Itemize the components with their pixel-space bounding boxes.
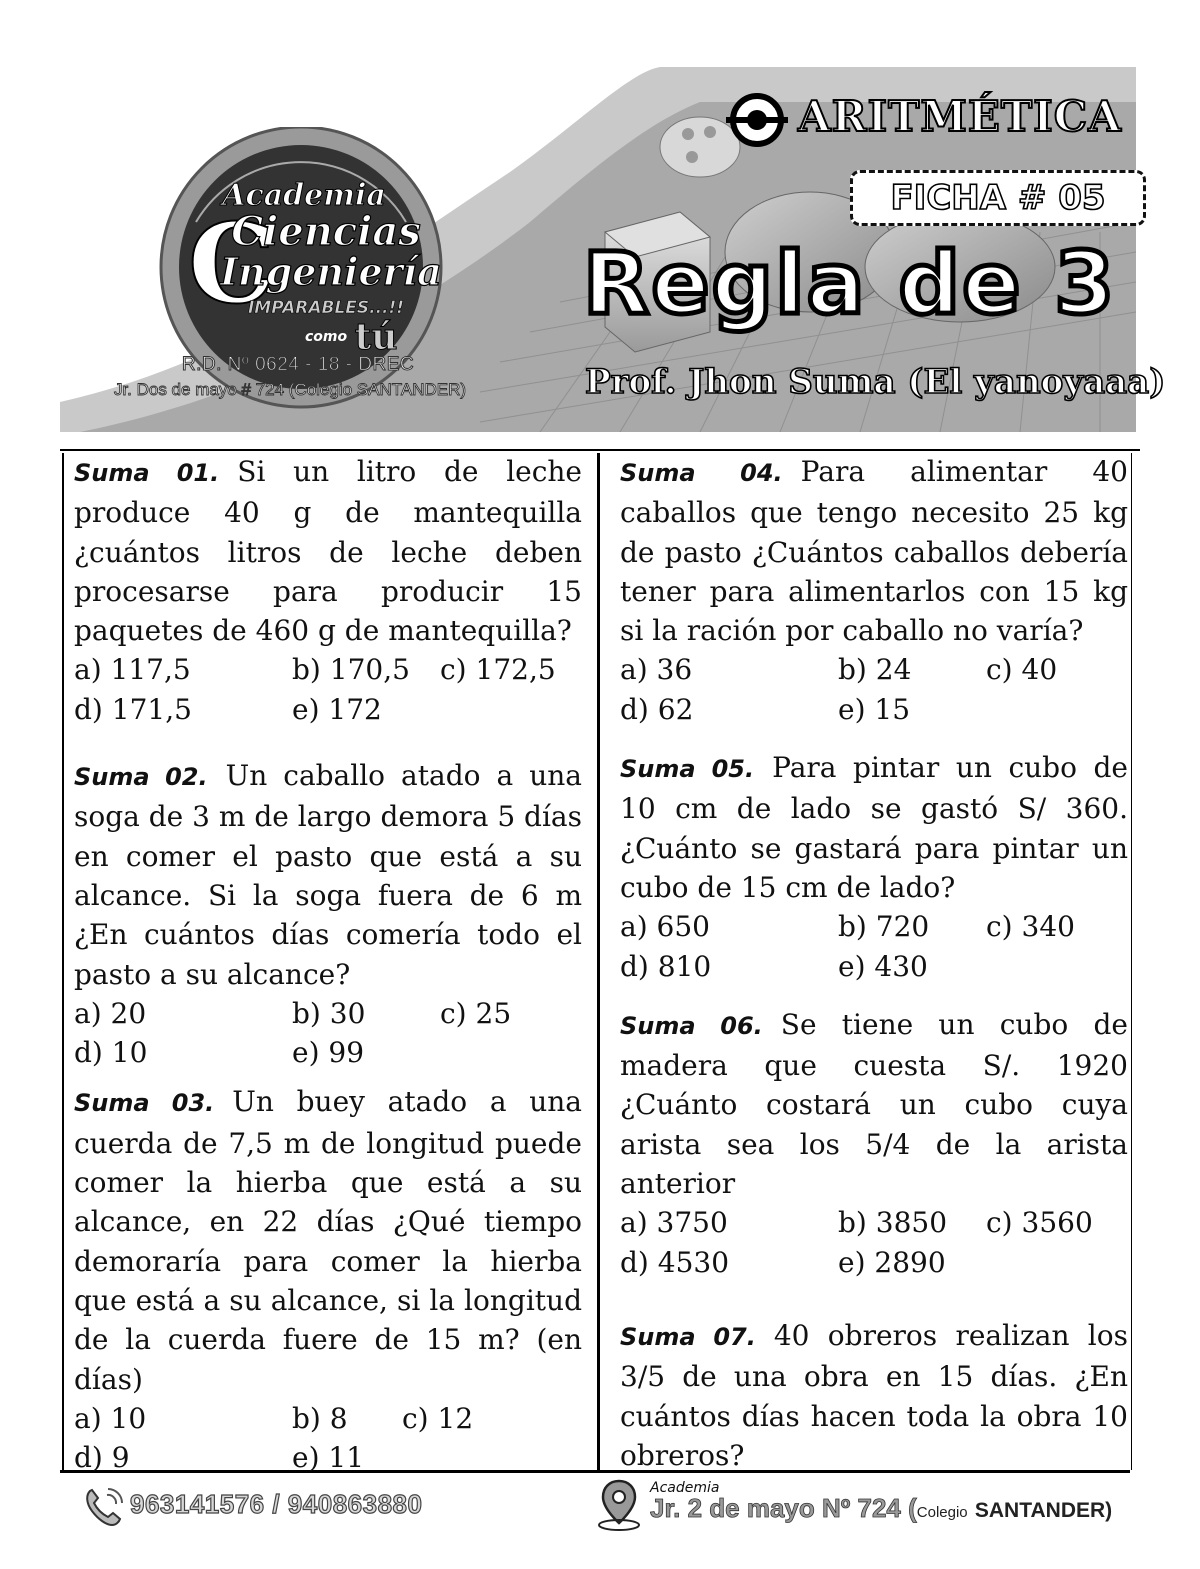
- ficha-badge: FICHA # 05: [850, 170, 1146, 226]
- right-column: [620, 452, 1128, 1475]
- svg-text:Ingeniería: Ingeniería: [220, 249, 442, 294]
- option-b: b) 720: [838, 910, 930, 944]
- problem-label: Suma 02.: [74, 763, 208, 792]
- option-a: a) 650: [620, 910, 710, 944]
- problem-text: Se tiene un cubo de madera que cuesta S/. 1920 ¿Cuánto costará un cubo cuya arista sea los 5/4 de la arista anterior: [620, 1007, 1128, 1201]
- option-b: b) 24: [838, 653, 912, 687]
- left-column: [74, 452, 582, 1477]
- problem-text: Si un litro de leche produce 40 g de mantequilla ¿cuántos litros de leche deben procesarse para producir 15 paquetes de 460 g de mantequilla?: [74, 455, 583, 648]
- option-b: b) 30: [292, 996, 366, 1030]
- page-title: Regla de 3: [583, 234, 1117, 334]
- problem-02: [74, 756, 582, 1072]
- svg-text:como: como: [304, 329, 348, 345]
- answer-options: [74, 1399, 582, 1478]
- problem-01: [74, 452, 582, 729]
- footer-address: [650, 1493, 1112, 1524]
- problem-label: Suma 05.: [620, 755, 755, 784]
- phone-numbers: 963141576 / 940863880: [130, 1489, 423, 1519]
- column-divider: [597, 453, 600, 1471]
- option-c: c) 40: [986, 653, 1058, 687]
- option-b: b) 8: [292, 1401, 348, 1435]
- top-rule: [60, 449, 1140, 451]
- problem-03: [74, 1082, 582, 1477]
- option-a: a) 3750: [620, 1206, 728, 1240]
- problem-label: Suma 04.: [620, 459, 783, 487]
- option-e: e) 172: [292, 692, 382, 726]
- option-d: d) 810: [620, 949, 712, 983]
- problem-text: Para alimentar 40 caballos que tengo necesito 25 kg de pasto ¿Cuántos caballos debería tener para alimentarlos con 15 kg si la ración por caballo no varía?: [620, 455, 1128, 648]
- option-e: e) 11: [292, 1441, 365, 1475]
- option-a: a) 20: [74, 996, 147, 1030]
- problem-06: [620, 1005, 1128, 1282]
- professor-name: Prof. Jhon Suma (El yanoyaaa): [585, 362, 1166, 402]
- option-b: b) 170,5: [292, 653, 410, 687]
- option-c: c) 340: [986, 910, 1075, 944]
- option-e: e) 15: [838, 692, 911, 726]
- header-address: Jr. Dos de mayo # 724 (Colegio SANTANDER): [113, 380, 467, 399]
- problem-text: 40 obreros realizan los 3/5 de una obra en 15 días. ¿En cuántos días hacen toda la obra 10 obreros?: [620, 1318, 1128, 1472]
- option-c: c) 12: [402, 1401, 474, 1435]
- answer-options: [620, 650, 1128, 729]
- right-border: [1131, 453, 1132, 1470]
- header-banner: [60, 62, 1166, 432]
- location-pin-icon: [594, 1479, 644, 1531]
- target-icon: [722, 92, 792, 148]
- footer: [0, 1475, 1200, 1569]
- answer-options: [74, 650, 582, 729]
- footer-address-santander: SANTANDER): [974, 1499, 1113, 1522]
- answer-options: [620, 1203, 1128, 1282]
- option-b: b) 3850: [838, 1206, 948, 1240]
- svg-text:C: C: [188, 199, 276, 328]
- problem-text: Para pintar un cubo de 10 cm de lado se gastó S/ 360. ¿Cuánto se gastará para pintar un cubo de 15 cm de lado?: [620, 751, 1128, 904]
- left-border: [62, 453, 64, 1470]
- academia-logo: [136, 127, 466, 457]
- problem-04: [620, 452, 1128, 729]
- option-c: c) 3560: [986, 1206, 1093, 1240]
- svg-text:tú: tú: [354, 316, 398, 358]
- registration-number: R.D. Nº 0624 - 18 - DREC: [181, 354, 415, 375]
- subject-title: ARITMÉTICA: [798, 92, 1122, 141]
- svg-text:Academia: Academia: [222, 178, 386, 213]
- footer-academia: Academia: [650, 1480, 720, 1496]
- option-d: d) 10: [74, 1036, 148, 1070]
- answer-options: [74, 994, 582, 1073]
- phone-icon: [82, 1485, 126, 1529]
- problem-label: Suma 03.: [74, 1089, 215, 1118]
- option-d: d) 171,5: [74, 692, 192, 726]
- problem-07: [620, 1316, 1128, 1475]
- problem-text: Un caballo atado a una soga de 3 m de largo demora 5 días en comer el pasto que está a su alcance. Si la soga fuera de 6 m ¿En cuántos días comería todo el pasto a su alcance?: [74, 759, 582, 991]
- problem-label: Suma 01.: [74, 459, 220, 487]
- option-d: d) 4530: [620, 1245, 730, 1279]
- answer-options: [620, 907, 1128, 986]
- problem-05: [620, 748, 1128, 986]
- footer-address-colegio: Colegio: [916, 1504, 968, 1521]
- footer-address-paren: (: [908, 1493, 917, 1523]
- problem-text: Un buey atado a una cuerda de 7,5 m de longitud puede comer la hierba que está a su alcance, en 22 días ¿Qué tiempo demoraría para comer la hierba que está a su alcance, si la longitud de la cuerda fuere de 15 m? (en días): [74, 1085, 582, 1396]
- option-d: d) 62: [620, 692, 694, 726]
- option-e: e) 2890: [838, 1245, 946, 1279]
- option-d: d) 9: [74, 1441, 130, 1475]
- option-a: a) 36: [620, 653, 693, 687]
- problem-label: Suma 07.: [620, 1322, 756, 1351]
- option-c: c) 172,5: [440, 653, 556, 687]
- svg-text:IMPARABLES...!!: IMPARABLES...!!: [247, 298, 405, 318]
- option-c: c) 25: [440, 996, 512, 1030]
- problem-label: Suma 06.: [620, 1011, 763, 1040]
- option-a: a) 117,5: [74, 653, 191, 687]
- svg-text:Ciencias: Ciencias: [231, 208, 421, 255]
- option-a: a) 10: [74, 1401, 147, 1435]
- footer-address-main: Jr. 2 de mayo Nº 724: [650, 1493, 901, 1523]
- option-e: e) 99: [292, 1036, 365, 1070]
- option-e: e) 430: [838, 949, 928, 983]
